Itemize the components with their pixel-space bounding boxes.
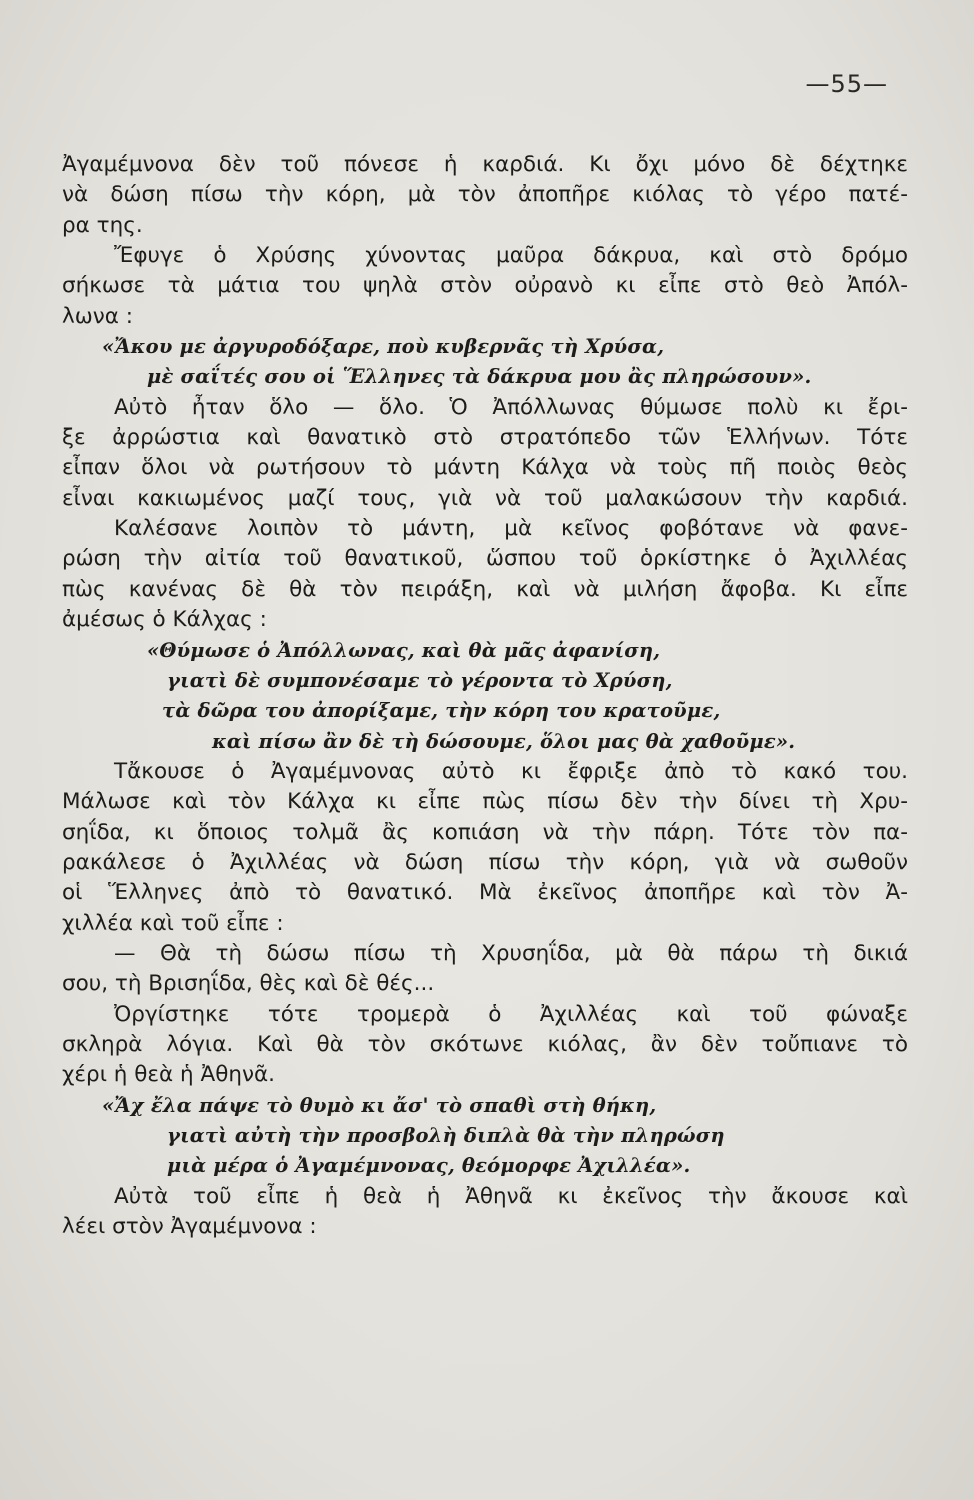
text-line: ρώση τὴν αἰτία τοῦ θανατικοῦ, ὥσπου τοῦ ὁρκίστηκε ὁ Ἀχιλλέας [62,546,908,572]
text-line: ἀμέσως ὁ Κάλχας : [62,607,267,633]
text-line: χέρι ἡ θεὰ ἡ Ἀθηνᾶ. [62,1062,276,1088]
text-line: λέει στὸν Ἀγαμέμνονα : [62,1214,317,1240]
text-line: Ἔφυγε ὁ Χρύσης χύνοντας μαῦρα δάκρυα, καὶ στὸ δρόμο [114,243,908,269]
text-line: σηΐδα, κι ὅποιος τολμᾶ ἂς κοπιάση νὰ τὴν πάρη. Τότε τὸν πα- [62,819,908,845]
text-line: οἱ Ἕλληνες ἀπὸ τὸ θανατικό. Μὰ ἐκεῖνος ἀποπῆρε καὶ τὸν Ἀ- [62,880,908,906]
text-line: σήκωσε τὰ μάτια του ψηλὰ στὸν οὐρανὸ κι εἶπε στὸ θεὸ Ἀπόλ- [62,273,908,299]
text-line: Τἄκουσε ὁ Ἀγαμέμνονας αὐτὸ κι ἔφριξε ἀπὸ τὸ κακό του. [114,758,908,784]
text-line: σκληρὰ λόγια. Καὶ θὰ τὸν σκότωνε κιόλας, ἂν δὲν τοὔπιανε τὸ [62,1031,908,1057]
text-line: Μάλωσε καὶ τὸν Κάλχα κι εἶπε πὼς πίσω δὲν τὴν δίνει τὴ Χρυ- [62,789,908,815]
text-line: Καλέσανε λοιπὸν τὸ μάντη, μὰ κεῖνος φοβότανε νὰ φανε- [114,516,908,542]
text-line: Αὐτὰ τοῦ εἶπε ἡ θεὰ ἡ Ἀθηνᾶ κι ἐκεῖνος τὴν ἄκουσε καὶ [114,1183,908,1209]
text-line: ρακάλεσε ὁ Ἀχιλλέας νὰ δώση πίσω τὴν κόρη, γιὰ νὰ σωθοῦν [62,849,908,875]
verse-line: μὲ σαΐτές σου οἱ Ἕλληνες τὰ δάκρυα μου ἂς πληρώσουν». [147,365,812,389]
verse-line: τὰ δῶρα του ἀπορίξαμε, τὴν κόρη του κρατοῦμε, [162,699,721,723]
verse-line: καὶ πίσω ἂν δὲ τὴ δώσουμε, ὅλοι μας θὰ χαθοῦμε». [212,729,796,753]
text-line: σου, τὴ Βρισηΐδα, θὲς καὶ δὲ θές... [62,971,435,997]
body-text [62,150,908,1242]
text-line: λωνα : [62,303,133,329]
text-line: χιλλέα καὶ τοῦ εἶπε : [62,910,284,936]
text-line: νὰ δώση πίσω τὴν κόρη, μὰ τὸν ἀποπῆρε κιόλας τὸ γέρο πατέ- [62,182,908,208]
text-line: Ἀγαμέμνονα δὲν τοῦ πόνεσε ἡ καρδιά. Κι ὄχι μόνο δὲ δέχτηκε [62,152,908,177]
text-line: ξε ἀρρώστια καὶ θανατικὸ στὸ στρατόπεδο τῶν Ἑλλήνων. Τότε [62,425,908,451]
verse-line: γιατὶ αὐτὴ τὴν προσβολὴ διπλὰ θὰ τὴν πληρώση [167,1124,725,1147]
text-line: — Θὰ τὴ δώσω πίσω τὴ Χρυσηΐδα, μὰ θὰ πάρω τὴ δικιά [114,940,908,966]
page-number: —55— [805,70,888,98]
verse-line: «Θύμωσε ὁ Ἀπόλλωνας, καὶ θὰ μᾶς ἀφανίση, [147,638,661,662]
verse-line: γιατὶ δὲ συμπονέσαμε τὸ γέροντα τὸ Χρύση, [167,668,673,692]
verse-line: μιὰ μέρα ὁ Ἀγαμέμνονας, θεόμορφε Ἀχιλλέα». [167,1154,691,1178]
text-line: Ὀργίστηκε τότε τρομερὰ ὁ Ἀχιλλέας καὶ τοῦ φώναξε [114,1001,908,1027]
verse-line: «Ἄκου με ἀργυρoδόξαρε, ποὺ κυβερνᾶς τὴ Χρύσα, [102,335,665,359]
verse-line: «Ἄχ ἔλα πάψε τὸ θυμὸ κι ἄσ' τὸ σπαθὶ στὴ θήκη, [102,1093,657,1117]
text-line: πὼς κανένας δὲ θὰ τὸν πειράξη, καὶ νὰ μιλήση ἄφοβα. Κι εἶπε [62,576,908,602]
text-line: εἶναι κακιωμένος μαζί τους, γιὰ νὰ τοῦ μαλακώσουν τὴν καρδιά. [62,485,908,511]
text-line: ρα της. [62,212,143,238]
text-line: Αὐτὸ ἦταν ὅλο — ὅλο. Ὁ Ἀπόλλωνας θύμωσε πολὺ κι ἔρι- [114,394,908,420]
text-line: εἶπαν ὅλοι νὰ ρωτήσουν τὸ μάντη Κάλχα νὰ τοὺς πῆ ποιὸς θεὸς [62,455,908,481]
